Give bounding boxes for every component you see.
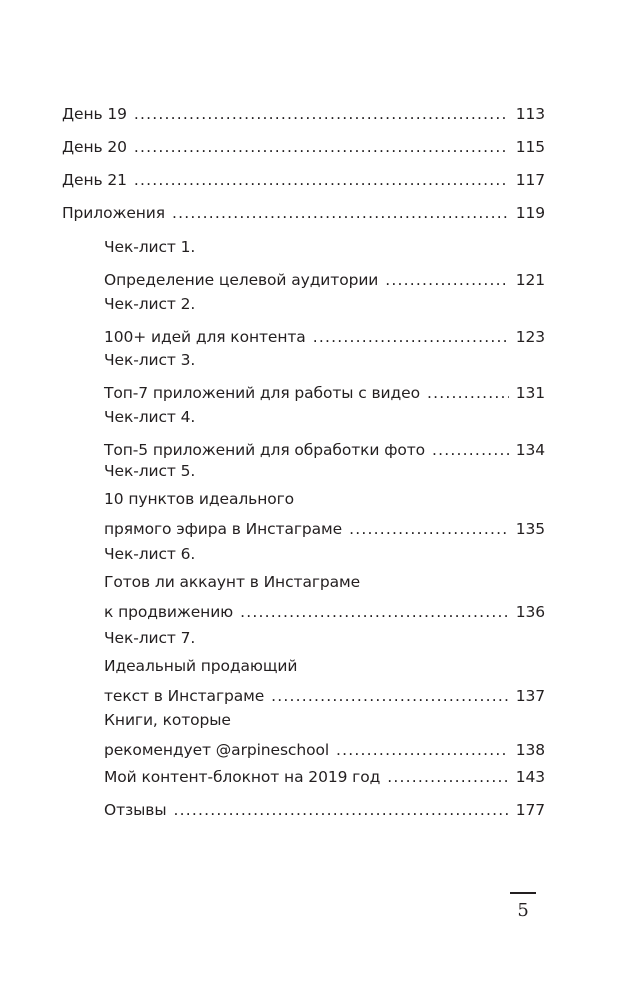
toc-entry-page: 138 — [515, 741, 545, 759]
toc-entry-line — [62, 197, 545, 230]
toc-entry-title: День 21 — [62, 171, 127, 189]
toc-entry-page: 134 — [515, 441, 545, 459]
toc-entry-checklist-6[interactable] — [104, 540, 545, 629]
page-number-folio — [507, 892, 539, 922]
toc-entry-title: День 19 — [62, 105, 127, 123]
toc-entry-page: 177 — [515, 801, 545, 819]
toc-entry-line — [104, 761, 545, 794]
toc-entry-page: 119 — [515, 204, 545, 222]
toc-entry-subtitle: Идеальный продающий — [104, 657, 298, 675]
toc-entry-title: Приложения — [62, 204, 165, 222]
dot-leader — [134, 98, 509, 131]
toc-entry-heading: Чек-лист 5. — [104, 462, 196, 480]
toc-entry-content-notebook[interactable] — [104, 761, 545, 794]
toc-entry-checklist-5[interactable] — [104, 457, 545, 546]
toc-entry-title: рекомендует @arpineschool — [104, 741, 330, 759]
toc-entry-books[interactable] — [104, 706, 545, 767]
toc-entry-title: День 20 — [62, 138, 127, 156]
toc-entry-day-21[interactable] — [62, 164, 545, 197]
toc-entry-title: Топ-7 приложений для работы с видео — [104, 384, 420, 402]
toc-entry-appendices[interactable] — [62, 197, 545, 230]
toc-entry-heading: Чек-лист 1. — [104, 238, 196, 256]
toc-entry-page: 143 — [515, 768, 545, 786]
dot-leader — [134, 131, 509, 164]
toc-entry-checklist-7[interactable] — [104, 624, 545, 713]
toc-entry-title: Определение целевой аудитории — [104, 271, 379, 289]
dot-leader — [173, 794, 508, 827]
toc-entry-page: 137 — [515, 687, 545, 705]
toc-entry-heading: Чек-лист 7. — [104, 629, 196, 647]
toc-entry-title: прямого эфира в Инстаграме — [104, 520, 343, 538]
toc-entry-reviews[interactable] — [104, 794, 545, 827]
toc-entry-line — [62, 98, 545, 131]
toc-entry-page: 135 — [515, 520, 545, 538]
toc-entry-page: 123 — [515, 328, 545, 346]
toc-entry-heading: Чек-лист 6. — [104, 545, 196, 563]
toc-entry-title: Отзывы — [104, 801, 167, 819]
toc-entry-heading: Чек-лист 2. — [104, 295, 196, 313]
toc-entry-page: 115 — [515, 138, 545, 156]
dot-leader — [172, 197, 509, 230]
toc-entry-page: 136 — [515, 603, 545, 621]
toc-entry-page: 121 — [515, 271, 545, 289]
dot-leader — [387, 761, 508, 794]
toc-entry-line — [62, 131, 545, 164]
toc-entry-title: к продвижению — [104, 603, 234, 621]
toc-entry-page: 113 — [515, 105, 545, 123]
dot-leader — [134, 164, 509, 197]
toc-entry-title: текст в Инстаграме — [104, 687, 265, 705]
folio-rule — [510, 892, 536, 894]
toc-entry-day-19[interactable] — [62, 98, 545, 131]
toc-entry-page: 131 — [515, 384, 545, 402]
toc-entry-title: 100+ идей для контента — [104, 328, 306, 346]
toc-entry-subtitle: 10 пунктов идеального — [104, 490, 295, 508]
toc-entry-page: 117 — [515, 171, 545, 189]
toc-entry-subtitle: Готов ли аккаунт в Инстаграме — [104, 573, 361, 591]
toc-entry-day-20[interactable] — [62, 131, 545, 164]
toc-entry-title: Топ-5 приложений для обработки фото — [104, 441, 426, 459]
toc-entry-title: Мой контент-блокнот на 2019 год — [104, 768, 381, 786]
toc-entry-line — [104, 794, 545, 827]
toc-entry-line — [62, 164, 545, 197]
page-number: 5 — [517, 900, 529, 921]
toc-entry-heading: Книги, которые — [104, 711, 231, 729]
toc-entry-heading: Чек-лист 3. — [104, 351, 196, 369]
toc-entry-heading: Чек-лист 4. — [104, 408, 196, 426]
